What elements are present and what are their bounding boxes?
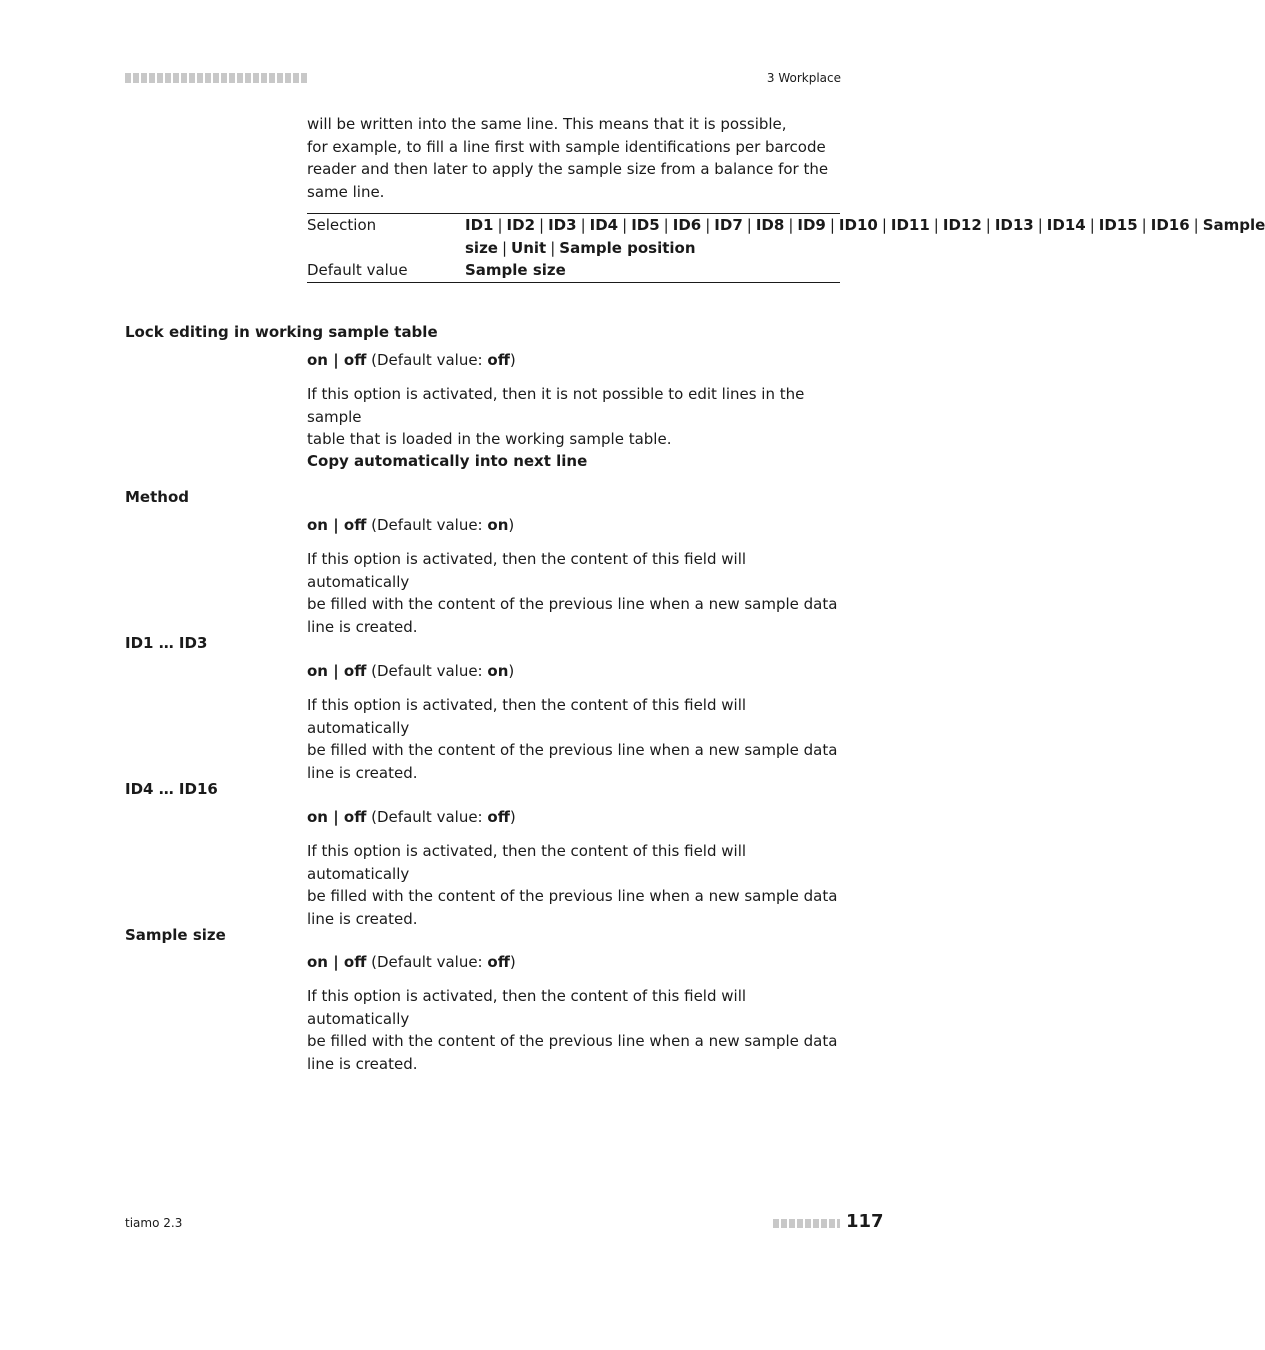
parameter-table [307, 213, 1265, 283]
page-number: 117 [846, 1211, 884, 1232]
intro-line: for example, to fill a line first with sample identifications per barcode [307, 137, 826, 156]
off-label: off [343, 516, 367, 534]
option-separator: | [1037, 216, 1043, 234]
default-value: Sample size [465, 261, 566, 279]
subsection-heading: Copy automatically into next line [307, 452, 588, 470]
on-off-line [307, 516, 514, 534]
selection-option: ID15 [1098, 216, 1138, 234]
separator: | [327, 516, 344, 534]
description-line: If this option is activated, then it is not possible to edit lines in the sample [307, 385, 805, 426]
section-description [307, 548, 841, 638]
description-line: be filled with the content of the previous line when a new sample data [307, 887, 838, 905]
selection-option: ID11 [890, 216, 930, 234]
off-label: off [343, 953, 367, 971]
selection-option: ID12 [942, 216, 982, 234]
default-prefix: (Default value: [366, 953, 488, 971]
option-separator: | [663, 216, 669, 234]
selection-option: ID2 [506, 216, 536, 234]
selection-option: ID1 [465, 216, 494, 234]
on-label: on [307, 953, 328, 971]
default-prefix: (Default value: [366, 351, 488, 369]
description-line: be filled with the content of the previous line when a new sample data [307, 595, 838, 613]
description-line: line is created. [307, 617, 418, 636]
intro-line: same line. [307, 182, 385, 201]
option-separator: | [933, 216, 939, 234]
section-description [307, 840, 841, 930]
option-separator: | [580, 216, 586, 234]
description-line: be filled with the content of the previous line when a new sample data [307, 741, 838, 759]
default-value-label: Default value [307, 261, 408, 279]
section-heading: ID4 … ID16 [125, 780, 218, 798]
separator: | [327, 351, 344, 369]
default-value-row [307, 259, 840, 282]
default-suffix: ) [509, 808, 516, 826]
intro-paragraph [307, 113, 841, 203]
option-separator: | [501, 238, 508, 257]
default-suffix: ) [508, 516, 515, 534]
option-separator: | [788, 216, 794, 234]
section-heading: Method [125, 488, 189, 506]
option-separator: | [1193, 216, 1199, 234]
option-separator: | [622, 216, 628, 234]
on-off-line [307, 351, 516, 369]
header-decoration [125, 73, 307, 83]
on-off-line [307, 808, 516, 826]
default-suffix: ) [509, 351, 516, 369]
intro-line: will be written into the same line. This means that it is possible, [307, 115, 787, 133]
section-description [307, 694, 841, 784]
selection-option: Sample size [465, 216, 1265, 257]
selection-options [465, 214, 1265, 259]
selection-option: ID7 [714, 216, 743, 234]
default-suffix: ) [509, 953, 516, 971]
selection-option: ID13 [994, 216, 1034, 234]
description-line: line is created. [307, 909, 418, 928]
selection-option: ID6 [672, 216, 702, 234]
on-label: on [307, 662, 328, 680]
section-heading: Sample size [125, 926, 226, 944]
off-label: off [343, 808, 367, 826]
selection-option: ID3 [548, 216, 577, 234]
selection-row [307, 214, 1265, 259]
on-label: on [307, 516, 328, 534]
option-separator: | [746, 216, 752, 234]
default-setting: on [487, 662, 509, 680]
separator: | [327, 808, 344, 826]
option-separator: | [539, 216, 545, 234]
section-description [307, 383, 841, 451]
description-line: table that is loaded in the working sample table. [307, 430, 672, 448]
product-version: tiamo 2.3 [125, 1216, 183, 1230]
selection-option: ID4 [589, 216, 619, 234]
description-line: line is created. [307, 1054, 418, 1073]
off-label: off [343, 662, 367, 680]
default-suffix: ) [508, 662, 515, 680]
default-setting: on [487, 516, 509, 534]
option-separator: | [705, 216, 711, 234]
option-separator: | [881, 216, 887, 234]
option-separator: | [550, 238, 556, 257]
section-heading: ID1 … ID3 [125, 634, 208, 652]
on-label: on [307, 808, 328, 826]
description-line: If this option is activated, then the content of this field will automatically [307, 987, 747, 1028]
selection-option: ID16 [1150, 216, 1190, 234]
default-prefix: (Default value: [366, 516, 488, 534]
selection-option: ID10 [838, 216, 878, 234]
description-line: If this option is activated, then the content of this field will automatically [307, 842, 747, 883]
description-line: If this option is activated, then the content of this field will automatically [307, 696, 747, 737]
option-separator: | [1089, 216, 1095, 234]
on-off-line [307, 662, 514, 680]
footer-decoration [773, 1219, 840, 1228]
selection-option: Unit [511, 238, 547, 257]
separator: | [327, 662, 344, 680]
selection-option: ID9 [797, 216, 826, 234]
option-separator: | [985, 216, 991, 234]
option-separator: | [1141, 216, 1147, 234]
selection-option: ID5 [631, 216, 660, 234]
description-line: line is created. [307, 763, 418, 782]
description-line: If this option is activated, then the content of this field will automatically [307, 550, 747, 591]
default-prefix: (Default value: [366, 808, 488, 826]
on-off-line [307, 953, 516, 971]
default-setting: off [487, 351, 510, 369]
chapter-title: 3 Workplace [766, 71, 841, 85]
description-line: be filled with the content of the previous line when a new sample data [307, 1032, 838, 1050]
on-label: on [307, 351, 328, 369]
selection-option: ID14 [1046, 216, 1086, 234]
section-heading: Lock editing in working sample table [125, 323, 438, 341]
intro-line: reader and then later to apply the sample size from a balance for the [307, 160, 829, 178]
default-setting: off [487, 808, 510, 826]
selection-label: Selection [307, 216, 377, 234]
separator: | [327, 953, 344, 971]
option-separator: | [829, 216, 835, 234]
off-label: off [343, 351, 367, 369]
option-separator: | [497, 216, 503, 234]
default-setting: off [487, 953, 510, 971]
selection-option: Sample position [559, 238, 696, 257]
default-prefix: (Default value: [366, 662, 488, 680]
selection-option: ID8 [755, 216, 785, 234]
section-description [307, 985, 841, 1075]
